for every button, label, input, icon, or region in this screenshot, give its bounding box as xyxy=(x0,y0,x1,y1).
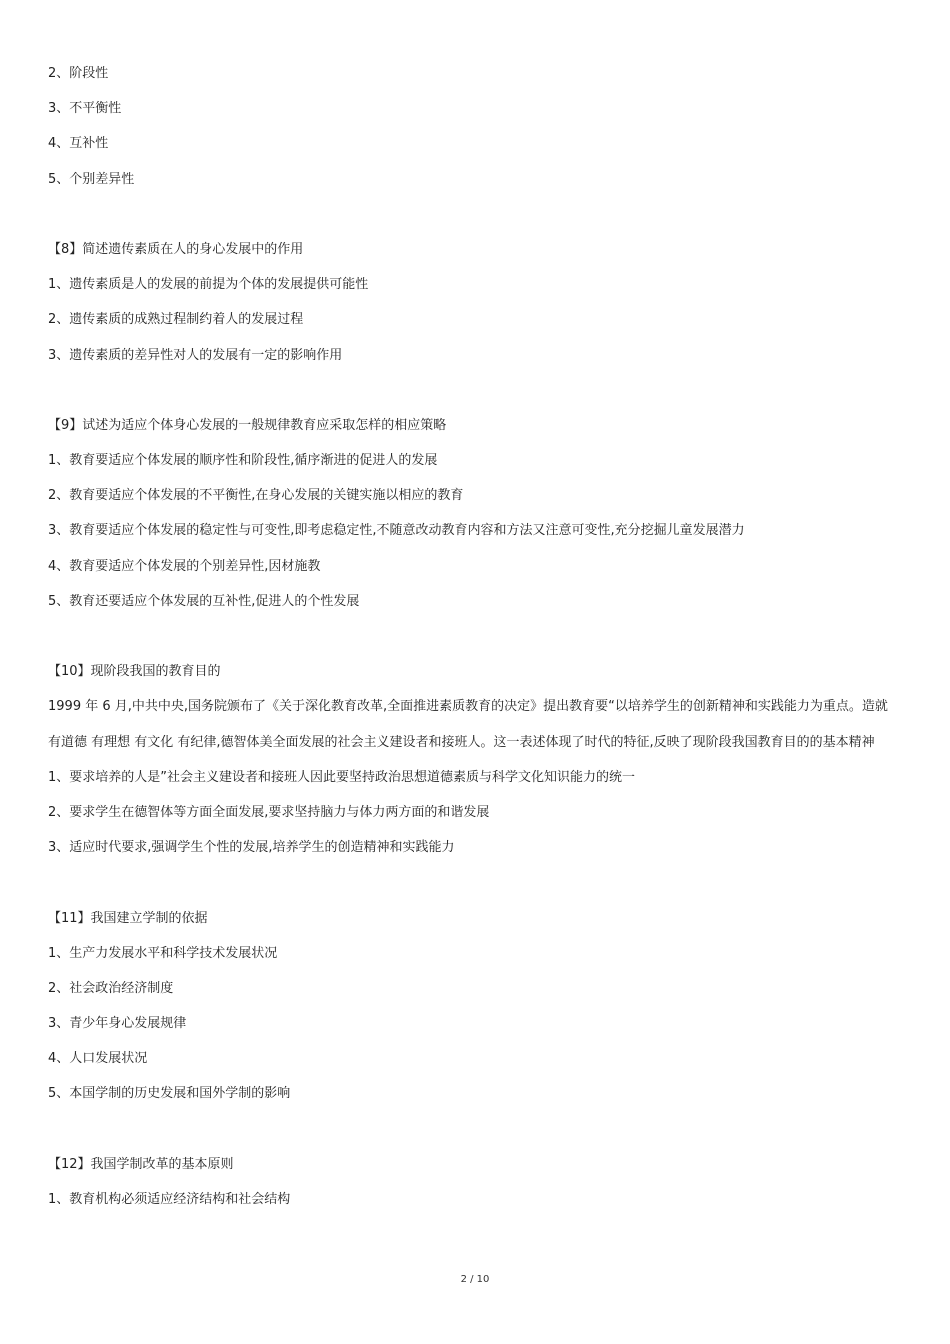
section-spacer xyxy=(48,373,898,408)
section-heading: 【9】试述为适应个体身心发展的一般规律教育应采取怎样的相应策略 xyxy=(48,417,447,433)
body-paragraph: 1999 年 6 月,中共中央,国务院颁布了《关于深化教育改革,全面推进素质教育的决定》提出教育要“以培养学生的创新精神和实践能力为重点。造就有道德 有理想 有文化 有纪律,德智体美全面发展的社会主义建设者和接班人。这一表述体现了时代的特征,反映了现阶段我国教育目的的基本精神 xyxy=(48,699,888,750)
list-item: 3、青少年身心发展规律 xyxy=(48,1016,187,1032)
section-heading: 【12】我国学制改革的基本原则 xyxy=(48,1156,234,1172)
list-item: 4、人口发展状况 xyxy=(48,1051,148,1067)
list-item: 2、要求学生在德智体等方面全面发展,要求坚持脑力与体力两方面的和谐发展 xyxy=(48,804,490,820)
section-spacer xyxy=(48,865,898,900)
list-item: 3、教育要适应个体发展的稳定性与可变性,即考虑稳定性,不随意改动教育内容和方法又注意可变性,充分挖掘儿童发展潜力 xyxy=(48,523,745,539)
section-heading: 【11】我国建立学制的依据 xyxy=(48,910,208,926)
list-item: 5、个别差异性 xyxy=(48,171,135,187)
list-item: 3、不平衡性 xyxy=(48,101,122,117)
list-item: 2、遗传素质的成熟过程制约着人的发展过程 xyxy=(48,312,304,328)
list-item: 5、教育还要适应个体发展的互补性,促进人的个性发展 xyxy=(48,593,360,609)
section-heading: 【10】现阶段我国的教育目的 xyxy=(48,664,221,680)
list-item: 3、遗传素质的差异性对人的发展有一定的影响作用 xyxy=(48,347,343,363)
page-number: 2 / 10 xyxy=(460,1274,490,1285)
list-item: 1、教育要适应个体发展的顺序性和阶段性,循序渐进的促进人的发展 xyxy=(48,453,438,469)
document-page xyxy=(48,56,898,1217)
section-spacer xyxy=(48,1112,898,1147)
list-item: 2、阶段性 xyxy=(48,66,109,81)
list-item: 1、教育机构必须适应经济结构和社会结构 xyxy=(48,1192,291,1208)
list-item: 1、要求培养的人是”社会主义建设者和接班人因此要坚持政治思想道德素质与科学文化知识能力的统一 xyxy=(48,769,636,785)
list-item: 1、遗传素质是人的发展的前提为个体的发展提供可能性 xyxy=(48,277,369,293)
list-item: 3、适应时代要求,强调学生个性的发展,培养学生的创造精神和实践能力 xyxy=(48,840,455,856)
section-heading: 【8】简述遗传素质在人的身心发展中的作用 xyxy=(48,241,304,257)
section-spacer xyxy=(48,197,898,232)
section-spacer xyxy=(48,619,898,654)
list-item: 2、社会政治经济制度 xyxy=(48,980,174,996)
list-item: 2、教育要适应个体发展的不平衡性,在身心发展的关键实施以相应的教育 xyxy=(48,488,464,504)
list-item: 5、本国学制的历史发展和国外学制的影响 xyxy=(48,1086,291,1102)
list-item: 4、互补性 xyxy=(48,136,109,152)
list-item: 4、教育要适应个体发展的个别差异性,因材施教 xyxy=(48,558,321,574)
list-item: 1、生产力发展水平和科学技术发展状况 xyxy=(48,945,278,961)
